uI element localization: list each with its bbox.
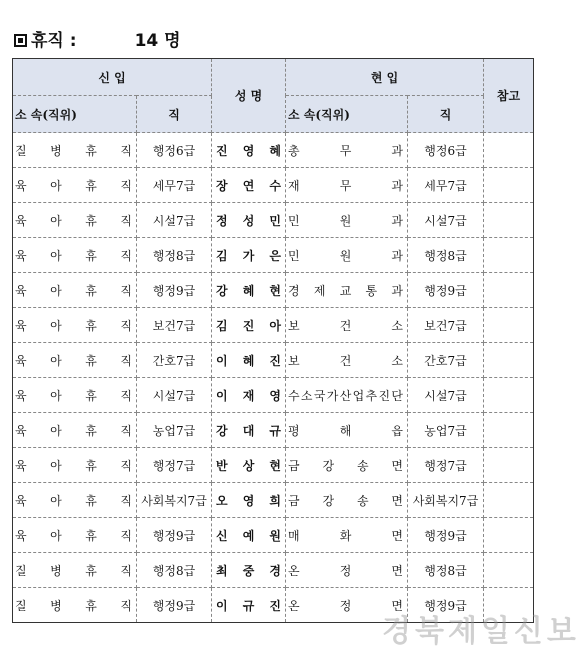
name-cell-text: 이 재 영	[216, 388, 281, 403]
header-note: 참고	[484, 59, 534, 133]
current-grade-cell: 시설7급	[408, 203, 484, 238]
current-dept-cell	[286, 378, 408, 413]
note-cell	[484, 203, 534, 238]
table-row	[13, 448, 534, 483]
name-cell	[212, 203, 286, 238]
name-cell-text: 김 가 은	[216, 248, 281, 263]
note-cell	[484, 308, 534, 343]
current-dept-cell	[286, 448, 408, 483]
current-grade-cell: 행정9급	[408, 588, 484, 623]
name-cell	[212, 378, 286, 413]
current-dept-cell	[286, 343, 408, 378]
current-grade-cell: 행정8급	[408, 553, 484, 588]
name-cell-text: 최 중 경	[216, 563, 281, 578]
current-dept-cell	[286, 203, 408, 238]
current-dept-cell	[286, 168, 408, 203]
table-body	[13, 133, 534, 623]
new-dept-cell	[13, 308, 137, 343]
new-dept-cell-text: 질 병 휴 직	[15, 598, 132, 613]
current-grade-cell: 행정6급	[408, 133, 484, 168]
name-cell	[212, 168, 286, 203]
new-dept-cell	[13, 168, 137, 203]
new-grade-cell: 사회복지7급	[137, 483, 212, 518]
new-grade-cell: 간호7급	[137, 343, 212, 378]
new-grade-cell: 보건7급	[137, 308, 212, 343]
current-dept-cell-text: 매 화 면	[288, 528, 403, 543]
current-grade-cell: 행정9급	[408, 273, 484, 308]
name-cell	[212, 238, 286, 273]
current-dept-cell-text: 금 강 송 면	[288, 458, 403, 473]
note-cell	[484, 553, 534, 588]
name-cell	[212, 588, 286, 623]
table-row	[13, 378, 534, 413]
new-dept-cell-text: 육 아 휴 직	[15, 178, 132, 193]
table-row	[13, 238, 534, 273]
table-row	[13, 553, 534, 588]
current-dept-cell-text: 경 제 교 통 과	[288, 283, 403, 298]
header-current-group: 현 입	[286, 59, 484, 96]
name-cell	[212, 483, 286, 518]
new-dept-cell	[13, 238, 137, 273]
current-dept-cell-text: 총 무 과	[288, 143, 403, 158]
new-dept-cell-text: 질 병 휴 직	[15, 143, 132, 158]
current-grade-cell: 행정9급	[408, 518, 484, 553]
new-grade-cell: 농업7급	[137, 413, 212, 448]
current-grade-cell: 시설7급	[408, 378, 484, 413]
note-cell	[484, 483, 534, 518]
new-grade-cell: 행정9급	[137, 588, 212, 623]
header-new-group: 신 입	[13, 59, 212, 96]
new-dept-cell-text: 육 아 휴 직	[15, 528, 132, 543]
current-grade-cell: 행정7급	[408, 448, 484, 483]
current-dept-cell	[286, 518, 408, 553]
note-cell	[484, 133, 534, 168]
table-row	[13, 168, 534, 203]
header-new-dept: 소 속(직위)	[13, 96, 137, 133]
header-current-dept: 소 속(직위)	[286, 96, 408, 133]
name-cell-text: 김 진 아	[216, 318, 281, 333]
current-grade-cell: 사회복지7급	[408, 483, 484, 518]
current-grade-cell: 보건7급	[408, 308, 484, 343]
header-name: 성 명	[212, 59, 286, 133]
new-dept-cell	[13, 343, 137, 378]
new-grade-cell: 행정7급	[137, 448, 212, 483]
current-dept-cell-text: 보 건 소	[288, 353, 403, 368]
current-dept-cell-text: 민 원 과	[288, 213, 403, 228]
current-dept-cell-text: 재 무 과	[288, 178, 403, 193]
current-dept-cell	[286, 133, 408, 168]
new-dept-cell	[13, 553, 137, 588]
note-cell	[484, 413, 534, 448]
name-cell	[212, 448, 286, 483]
new-dept-cell-text: 육 아 휴 직	[15, 493, 132, 508]
section-heading	[14, 26, 181, 51]
new-dept-cell	[13, 378, 137, 413]
name-cell-text: 강 대 규	[216, 423, 281, 438]
header-new-grade: 직	[137, 96, 212, 133]
current-dept-cell-text: 민 원 과	[288, 248, 403, 263]
current-dept-cell-text: 수 소 국 가 산 업 추 진 단	[288, 388, 403, 403]
current-dept-cell	[286, 238, 408, 273]
name-cell	[212, 553, 286, 588]
new-grade-cell: 시설7급	[137, 203, 212, 238]
new-dept-cell-text: 육 아 휴 직	[15, 423, 132, 438]
name-cell-text: 반 상 현	[216, 458, 281, 473]
table-row	[13, 203, 534, 238]
new-dept-cell	[13, 588, 137, 623]
new-grade-cell: 시설7급	[137, 378, 212, 413]
new-dept-cell	[13, 483, 137, 518]
current-grade-cell: 농업7급	[408, 413, 484, 448]
note-cell	[484, 273, 534, 308]
new-grade-cell: 세무7급	[137, 168, 212, 203]
current-dept-cell-text: 평 해 읍	[288, 423, 403, 438]
name-cell-text: 강 혜 현	[216, 283, 281, 298]
new-dept-cell	[13, 133, 137, 168]
new-dept-cell	[13, 203, 137, 238]
name-cell	[212, 273, 286, 308]
name-cell	[212, 343, 286, 378]
current-dept-cell	[286, 553, 408, 588]
new-dept-cell	[13, 448, 137, 483]
table-row	[13, 483, 534, 518]
name-cell	[212, 308, 286, 343]
current-dept-cell-text: 온 정 면	[288, 563, 403, 578]
current-dept-cell	[286, 273, 408, 308]
new-dept-cell-text: 질 병 휴 직	[15, 563, 132, 578]
name-cell-text: 장 연 수	[216, 178, 281, 193]
name-cell-text: 이 규 진	[216, 598, 281, 613]
name-cell-text: 정 성 민	[216, 213, 281, 228]
current-dept-cell	[286, 308, 408, 343]
note-cell	[484, 238, 534, 273]
new-grade-cell: 행정6급	[137, 133, 212, 168]
note-cell	[484, 518, 534, 553]
current-dept-cell-text: 금 강 송 면	[288, 493, 403, 508]
new-grade-cell: 행정9급	[137, 273, 212, 308]
new-dept-cell-text: 육 아 휴 직	[15, 283, 132, 298]
note-cell	[484, 343, 534, 378]
current-dept-cell-text: 보 건 소	[288, 318, 403, 333]
current-dept-cell-text: 온 정 면	[288, 598, 403, 613]
note-cell	[484, 168, 534, 203]
new-dept-cell	[13, 518, 137, 553]
watermark-logo: 경북제일신보	[382, 614, 580, 649]
new-grade-cell: 행정9급	[137, 518, 212, 553]
new-grade-cell: 행정8급	[137, 553, 212, 588]
name-cell	[212, 413, 286, 448]
table-row	[13, 518, 534, 553]
new-dept-cell-text: 육 아 휴 직	[15, 248, 132, 263]
new-dept-cell-text: 육 아 휴 직	[15, 388, 132, 403]
heading-count: 14 명	[134, 31, 181, 51]
new-dept-cell	[13, 413, 137, 448]
table-row	[13, 413, 534, 448]
note-cell	[484, 378, 534, 413]
new-dept-cell-text: 육 아 휴 직	[15, 353, 132, 368]
new-dept-cell-text: 육 아 휴 직	[15, 213, 132, 228]
note-cell	[484, 448, 534, 483]
table-row	[13, 273, 534, 308]
current-dept-cell	[286, 413, 408, 448]
table-row	[13, 308, 534, 343]
name-cell-text: 이 혜 진	[216, 353, 281, 368]
current-dept-cell	[286, 483, 408, 518]
new-dept-cell-text: 육 아 휴 직	[15, 458, 132, 473]
current-grade-cell: 세무7급	[408, 168, 484, 203]
table-row	[13, 133, 534, 168]
name-cell-text: 진 영 혜	[216, 143, 281, 158]
header-current-grade: 직	[408, 96, 484, 133]
new-dept-cell	[13, 273, 137, 308]
personnel-table	[12, 58, 534, 623]
square-bullet-icon	[14, 34, 27, 47]
current-grade-cell: 행정8급	[408, 238, 484, 273]
name-cell-text: 오 영 희	[216, 493, 281, 508]
current-grade-cell: 간호7급	[408, 343, 484, 378]
new-dept-cell-text: 육 아 휴 직	[15, 318, 132, 333]
name-cell-text: 신 예 원	[216, 528, 281, 543]
name-cell	[212, 518, 286, 553]
name-cell	[212, 133, 286, 168]
new-grade-cell: 행정8급	[137, 238, 212, 273]
table-row	[13, 343, 534, 378]
heading-title: 휴직 :	[31, 31, 77, 51]
